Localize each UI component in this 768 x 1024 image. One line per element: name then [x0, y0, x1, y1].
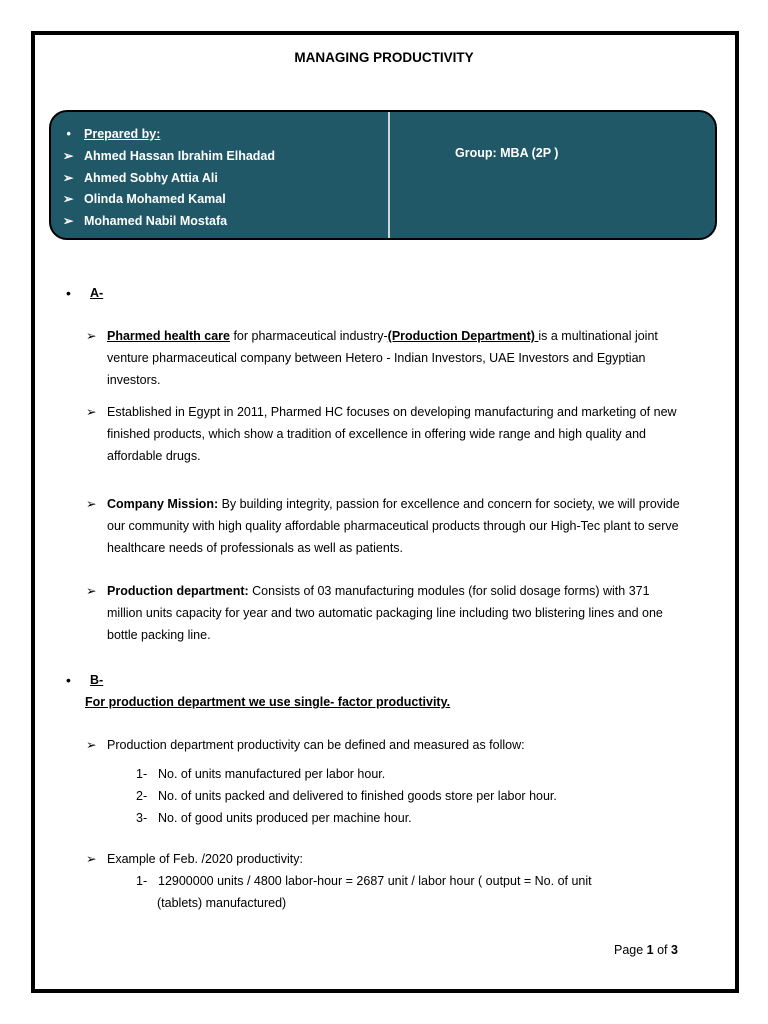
- arrow-bullet-icon: ➢: [86, 852, 97, 866]
- item-text: 12900000 units / 4800 labor-hour = 2687 unit / labor hour ( output = No. of unit: [158, 874, 592, 888]
- item-text: No. of good units produced per machine hour.: [158, 811, 412, 825]
- example-item: [136, 870, 696, 892]
- paragraph-text: By building integrity, passion for excellence and concern for society, we will provide our community with high quality affordable pharmaceutical products through our High-Tec plant to serve healthcare needs of professionals as well as patients.: [107, 497, 680, 555]
- arrow-bullet-icon: ➢: [86, 738, 97, 752]
- author-name: Mohamed Nabil Mostafa: [84, 214, 228, 229]
- mission-label: Company Mission:: [107, 497, 219, 511]
- arrow-bullet-icon: ➢: [86, 584, 97, 598]
- arrow-bullet-icon: ➢: [63, 214, 74, 229]
- example-continuation: (tablets) manufactured): [157, 896, 287, 910]
- current-page: 1: [646, 943, 654, 957]
- paragraph-text: for pharmaceutical industry-: [229, 329, 388, 343]
- total-pages: 3: [671, 943, 678, 957]
- section-b-heading: B-: [90, 673, 104, 687]
- paragraph-text: is a multinational joint venture pharmaceutical company between Hetero - Indian Investors, UAE Investors and Egyptian investors.: [107, 329, 658, 387]
- item-text: No. of units packed and delivered to finished goods store per labor hour.: [158, 789, 557, 803]
- company-name: Pharmed health care: [107, 329, 230, 343]
- item-number: 2-: [136, 789, 148, 803]
- page-word: Page: [614, 943, 647, 957]
- item-number: 1-: [136, 767, 148, 781]
- section-a-heading: A-: [90, 286, 104, 300]
- page-number: [614, 943, 678, 957]
- arrow-bullet-icon: ➢: [86, 497, 97, 511]
- productivity-intro: Production department productivity can be defined and measured as follow:: [107, 738, 525, 752]
- paragraph-pharmed: [107, 325, 687, 391]
- page-title: MANAGING PRODUCTIVITY: [294, 50, 474, 65]
- item-number: 3-: [136, 811, 148, 825]
- paragraph-established: Established in Egypt in 2011, Pharmed HC focuses on developing manufacturing and marketing of new finished products, which show a tradition of excellence in offering wide range and high quality and affordable drugs.: [107, 405, 677, 463]
- prepared-by-label: Prepared by:: [84, 127, 161, 141]
- bullet-icon: •: [66, 285, 71, 301]
- arrow-bullet-icon: ➢: [86, 405, 97, 419]
- arrow-bullet-icon: ➢: [86, 329, 97, 343]
- list-item: [136, 763, 696, 785]
- list-item: [136, 807, 696, 829]
- bullet-icon: •: [66, 672, 71, 688]
- production-label: Production department:: [107, 584, 249, 598]
- author-name: Olinda Mohamed Kamal: [84, 192, 226, 207]
- group-label: Group: MBA (2P ): [455, 146, 559, 160]
- list-item: [136, 785, 696, 807]
- of-word: of: [653, 943, 671, 957]
- item-text: No. of units manufactured per labor hour.: [158, 767, 386, 781]
- arrow-bullet-icon: ➢: [63, 148, 74, 163]
- paragraph-production: [107, 580, 687, 646]
- arrow-bullet-icon: ➢: [63, 170, 74, 185]
- paragraph-text: Consists of 03 manufacturing modules (for solid dosage forms) with 371 million units capacity for year and two automatic packaging line including two blistering lines and one bottle packing line.: [107, 584, 663, 642]
- arrow-bullet-icon: ➢: [63, 192, 74, 207]
- author-name: Ahmed Hassan Ibrahim Elhadad: [84, 148, 276, 163]
- example-heading: Example of Feb. /2020 productivity:: [107, 852, 303, 866]
- department-name: (Production Department): [387, 329, 539, 343]
- bullet-icon: •: [63, 127, 71, 141]
- author-name: Ahmed Sobhy Attia Ali: [84, 170, 218, 185]
- paragraph-mission: [107, 493, 687, 559]
- item-number: 1-: [136, 874, 148, 888]
- section-b-subtitle: For production department we use single- factor productivity.: [85, 695, 451, 709]
